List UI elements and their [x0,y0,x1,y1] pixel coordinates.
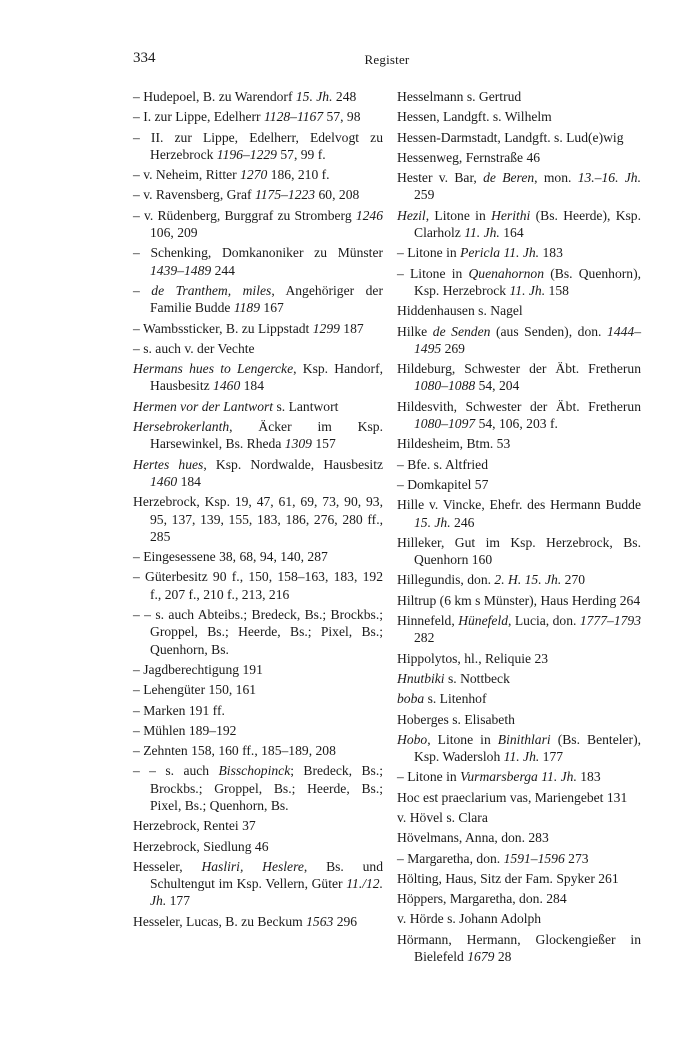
index-entry: Hester v. Bar, de Beren, mon. 13.–16. Jh. 259 [397,170,641,203]
index-entry: – v. Neheim, Ritter 1270 186, 210 f. [133,167,330,183]
index-entry: Hippolytos, hl., Reliquie 23 [397,650,549,666]
index-entry: – Margaretha, don. 1591–1596 273 [397,850,589,866]
index-entry: Hoberges s. Elisabeth [397,711,515,727]
index-entry: Hersebrokerlanth, Äcker im Ksp. Harsewinkel, Bs. Rheda 1309 157 [133,419,383,452]
index-entry: Hoc est praeclarium vas, Mariengebet 131 [397,789,628,805]
index-entry: Hövelmans, Anna, don. 283 [397,830,549,846]
index-entry: Hertes hues, Ksp. Nordwalde, Hausbesitz 1460 184 [133,456,383,489]
index-column-left [133,88,383,933]
page-header [133,50,641,72]
index-entry: boba s. Litenhof [397,691,487,707]
index-entry: Hildeburg, Schwester der Äbt. Fretherun 1080–1088 54, 204 [397,361,641,394]
index-entry: Hille v. Vincke, Ehefr. des Hermann Budde 15. Jh. 246 [397,497,641,530]
index-entry: Hiddenhausen s. Nagel [397,303,523,319]
index-entry: – Marken 191 ff. [133,702,225,718]
index-entry: Hölting, Haus, Sitz der Fam. Spyker 261 [397,870,619,886]
index-entry: – – s. auch Abteibs.; Bredeck, Bs.; Brockbs.; Groppel, Bs.; Heerde, Bs.; Pixel, Bs.; Quenhorn, Bs. [133,607,383,657]
index-entry: – v. Rüdenberg, Burggraf zu Stromberg 1246 106, 209 [133,207,383,241]
index-entry: Hnutbiki s. Nottbeck [397,670,510,686]
index-entry: v. Hörde s. Johann Adolph [397,911,542,927]
index-entry: Hermen vor der Lantwort s. Lantwort [133,398,339,414]
index-entry: Hilleker, Gut im Ksp. Herzebrock, Bs. Quenhorn 160 [397,534,641,568]
index-entry: Hesseler, Lucas, B. zu Beckum 1563 296 [133,913,358,929]
index-entry: – Eingesessene 38, 68, 94, 140, 287 [133,549,328,565]
index-entry: – Wambssticker, B. zu Lippstadt 1299 187 [133,320,364,336]
index-entry: Hinnefeld, Hünefeld, Lucia, don. 1777–1793 282 [397,613,641,646]
index-entry: – Litone in Pericla 11. Jh. 183 [397,245,563,261]
index-entry: – de Tranthem, miles, Angehöriger der Familie Budde 1189 167 [133,282,383,316]
index-entry: – Bfe. s. Altfried [397,456,488,472]
index-entry: – Schenking, Domkanoniker zu Münster 1439–1489 244 [133,245,383,278]
index-entry: v. Hövel s. Clara [397,809,488,825]
index-entry: Hessen, Landgft. s. Wilhelm [397,109,552,125]
index-entry: Hesselmann s. Gertrud [397,89,522,104]
index-entry: Hillegundis, don. 2. H. 15. Jh. 270 [397,572,586,588]
index-entry: Hessenweg, Fernstraße 46 [397,149,541,165]
index-entry: Hörmann, Hermann, Glockengießer in Bielefeld 1679 28 [397,931,641,965]
index-entry: Hilke de Senden (aus Senden), don. 1444–1495 269 [397,323,641,356]
index-entry: – Hudepoel, B. zu Warendorf 15. Jh. 248 [133,89,357,104]
index-entry: – Litone in Quenahornon (Bs. Quenhorn), Ksp. Herzebrock 11. Jh. 158 [397,265,641,298]
index-entry: – Litone in Vurmarsberga 11. Jh. 183 [397,769,601,785]
index-entry: Hermans hues to Lengercke, Ksp. Handorf, Hausbesitz 1460 184 [133,361,383,394]
index-entry: – Lehengüter 150, 161 [133,682,257,698]
index-entry: – II. zur Lippe, Edelherr, Edelvogt zu Herzebrock 1196–1229 57, 99 f. [133,129,383,162]
index-entry: Hesseler, Hasliri, Heslere, Bs. und Schultengut im Ksp. Vellern, Güter 11./12. Jh. 177 [133,858,383,909]
index-entry: Hildesheim, Btm. 53 [397,436,511,452]
index-entry: – Jagdberechtigung 191 [133,661,263,677]
index-entry: Höppers, Margaretha, don. 284 [397,891,567,907]
index-entry: – Zehnten 158, 160 ff., 185–189, 208 [133,743,336,759]
index-entry: – I. zur Lippe, Edelherr 1128–1167 57, 98 [133,109,361,125]
index-entry: – s. auch v. der Vechte [133,340,255,356]
index-column-right [397,88,641,968]
index-entry: Herzebrock, Siedlung 46 [133,838,269,854]
index-entry: Hildesvith, Schwester der Äbt. Fretherun 1080–1097 54, 106, 203 f. [397,398,641,432]
index-entry: – Domkapitel 57 [397,476,489,492]
index-entry: Herzebrock, Rentei 37 [133,818,256,834]
index-entry: – – s. auch Bisschopinck; Bredeck, Bs.; Brockbs.; Groppel, Bs.; Heerde, Bs.; Pixel, Bs.; Quenhorn, Bs. [133,763,384,813]
page-number: 334 [133,50,156,66]
index-entry: Hiltrup (6 km s Münster), Haus Herding 264 [397,592,641,608]
index-entry: Hezil, Litone in Herithi (Bs. Heerde), Ksp. Clarholz 11. Jh. 164 [397,207,641,241]
index-entry: – Güterbesitz 90 f., 150, 158–163, 183, 192 f., 207 f., 210 f., 213, 216 [133,569,383,602]
index-entry: Herzebrock, Ksp. 19, 47, 61, 69, 73, 90, 93, 95, 137, 139, 155, 183, 186, 276, 280 ff., 285 [133,494,383,544]
index-entry: Hobo, Litone in Binithlari (Bs. Benteler), Ksp. Wadersloh 11. Jh. 177 [397,731,641,765]
running-head: Register [364,52,410,67]
index-entry: Hessen-Darmstadt, Landgft. s. Lud(e)wig [397,129,624,145]
index-entry: – v. Ravensberg, Graf 1175–1223 60, 208 [133,187,360,203]
index-entry: – Mühlen 189–192 [133,722,237,738]
